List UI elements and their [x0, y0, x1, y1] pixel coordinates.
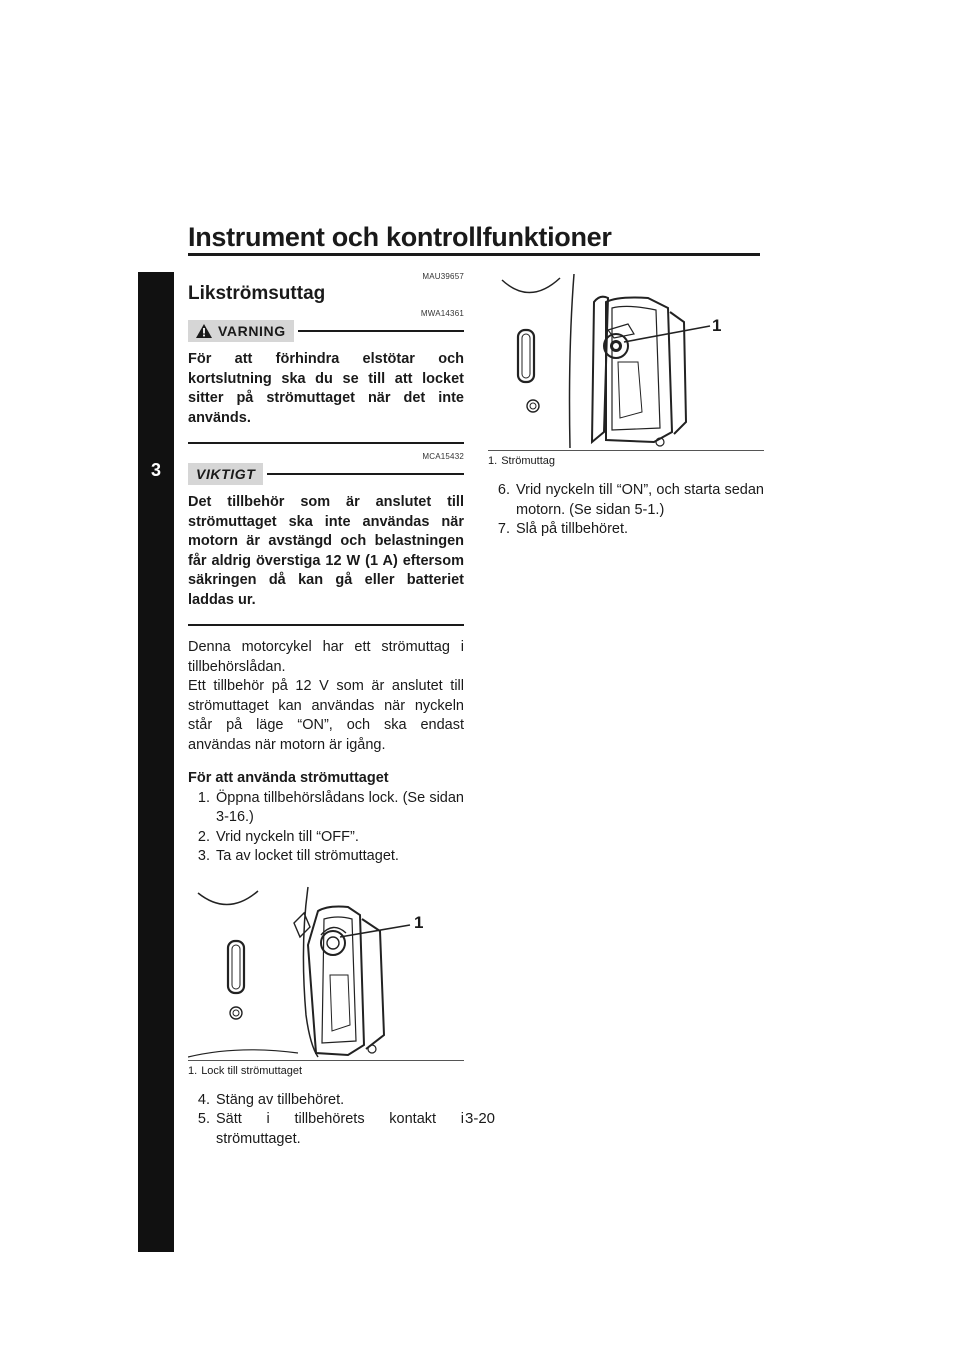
warning-code: MWA14361: [420, 309, 464, 318]
power-outlet-cap-illustration: [188, 885, 464, 1060]
list-item: 1. Öppna tillbehörslådans lock. (Se sidan 3-16.): [197, 789, 464, 825]
section-code: MAU39657: [422, 272, 464, 281]
header-rule: [188, 253, 760, 256]
list-item: 5. Sätt i tillbehörets kontakt i strömuttaget.: [197, 1111, 464, 1147]
section-title: Likströmsuttag: [188, 283, 326, 304]
list-item: 6. Vrid nyckeln till “ON”, och starta sedan motorn. (Se sidan 5-1.): [497, 482, 764, 518]
list-item: 4. Stäng av tillbehöret.: [197, 1091, 345, 1108]
steps-list-b: [188, 1091, 464, 1150]
warning-triangle-icon: [196, 324, 212, 338]
figure-power-outlet: [488, 272, 764, 451]
notice-label: VIKTIGT: [196, 466, 256, 482]
list-item: 2. Vrid nyckeln till “OFF”.: [197, 828, 359, 845]
figure-left-caption: 1. Lock till strömuttaget: [188, 1064, 303, 1077]
steps-list-a: [188, 789, 464, 867]
figure-left-callout: 1: [414, 912, 424, 932]
figure-right-caption: 1. Strömuttag: [488, 455, 555, 467]
notice-header: [188, 463, 464, 485]
warning-end-rule: [188, 442, 464, 444]
notice-code: MCA15432: [422, 452, 464, 461]
figure-right-wrap: [488, 272, 764, 467]
power-outlet-illustration: [488, 272, 764, 450]
warning-header: [188, 320, 464, 342]
notice-end-rule: [188, 624, 464, 626]
list-item: 7. Slå på tillbehöret.: [497, 521, 629, 537]
notice-text: Det tillbehör som är anslutet till strömuttaget ska inte användas när motorn är avstängd och belastningen får aldrig överstiga 12 W (1 A) eftersom säkringen då kan gå eller batteriet laddas ur.: [188, 494, 464, 608]
body-paragraph-1: Denna motorcykel har ett strömuttag i tillbehörslådan.: [188, 639, 464, 675]
right-column: [488, 272, 764, 540]
figure-right-callout: 1: [712, 316, 722, 335]
steps-list-c: [488, 481, 764, 540]
figure-power-outlet-cap: [188, 885, 464, 1061]
list-item: 3. Ta av locket till strömuttaget.: [197, 848, 399, 864]
chapter-tab: [138, 272, 174, 1252]
figure-left-wrap: [188, 885, 464, 1077]
left-column: [188, 272, 464, 1149]
procedure-heading: För att använda strömuttaget: [188, 770, 389, 786]
page-number: 3-20: [464, 1110, 496, 1127]
warning-badge: [188, 320, 294, 342]
warning-text: För att förhindra elstötar och kortslutning ska du se till att locket sitter på strömuttaget när det inte används.: [188, 351, 464, 426]
body-paragraph-2: Ett tillbehör på 12 V som är anslutet till strömuttaget kan användas när nyckeln står på läge “ON”, och ska endast användas när motorn är igång.: [188, 678, 464, 753]
warning-label: VARNING: [218, 323, 286, 339]
chapter-tab-number: 3: [150, 460, 161, 480]
page-header-title: Instrument och kontrollfunktioner: [188, 222, 612, 252]
notice-badge: [188, 463, 263, 485]
